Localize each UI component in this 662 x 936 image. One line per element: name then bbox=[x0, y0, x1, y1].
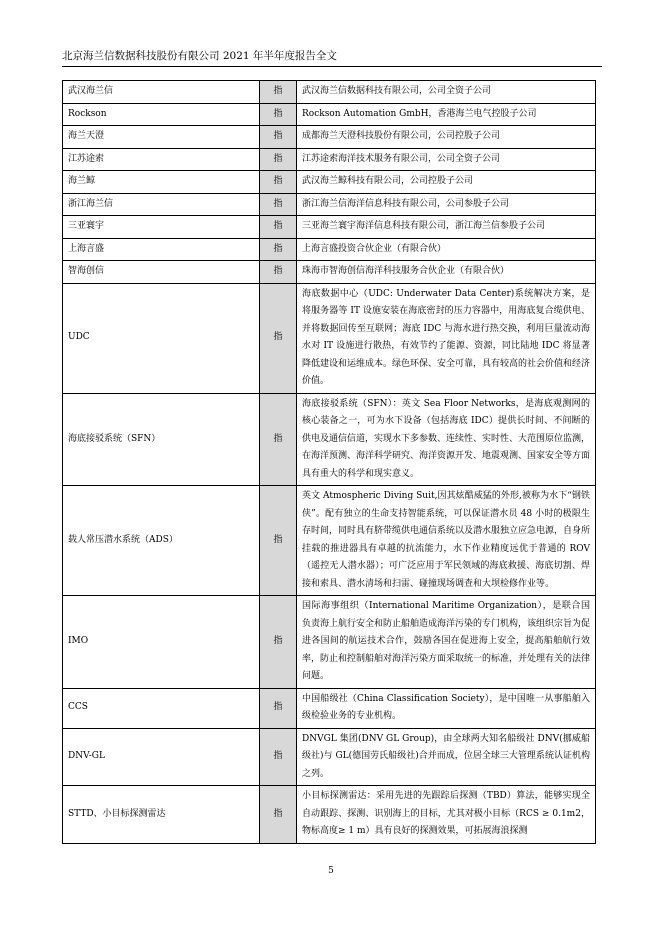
term-cell: 智海创信 bbox=[63, 261, 260, 284]
term-cell: 江苏途索 bbox=[63, 148, 260, 171]
term-cell: 载人常压潜水系统（ADS） bbox=[63, 486, 260, 596]
term-cell: 海底接驳系统（SFN） bbox=[63, 393, 260, 486]
term-cell: STTD、小目标探测雷达 bbox=[63, 786, 260, 844]
table-row bbox=[63, 688, 596, 728]
definition-cell: 成都海兰天澄科技股份有限公司，公司控股子公司 bbox=[297, 126, 596, 149]
table-row bbox=[63, 126, 596, 149]
term-cell: DNV-GL bbox=[63, 728, 260, 786]
header-divider bbox=[62, 66, 602, 67]
term-cell: UDC bbox=[63, 283, 260, 393]
term-cell: 浙江海兰信 bbox=[63, 193, 260, 216]
definition-cell: 武汉海兰鲸科技有限公司，公司控股子公司 bbox=[297, 171, 596, 194]
zhi-cell: 指 bbox=[260, 171, 297, 194]
table-row bbox=[63, 193, 596, 216]
definition-cell: 三亚海兰寰宇海洋信息科技有限公司，浙江海兰信参股子公司 bbox=[297, 216, 596, 239]
table-row bbox=[63, 238, 596, 261]
page-number: 5 bbox=[328, 866, 334, 876]
zhi-cell: 指 bbox=[260, 238, 297, 261]
zhi-cell: 指 bbox=[260, 283, 297, 393]
zhi-cell: 指 bbox=[260, 193, 297, 216]
definition-cell: 海底数据中心（UDC: Underwater Data Center)系统解决方案，是将服务器等 IT 设施安装在海底密封的压力容器中，用海底复合缆供电、并将数据回传至互联网；海底 IDC 与海水进行热交换，利用巨量流动海水对 IT 设施进行散热，有效节约了能源、资源，同比陆地 IDC 将显著降低建设和运维成本。绿色环保、安全可靠，具有较高的社会价值和经济价值。 bbox=[297, 283, 596, 393]
definition-cell: 浙江海兰信海洋信息科技有限公司，公司参股子公司 bbox=[297, 193, 596, 216]
zhi-cell: 指 bbox=[260, 81, 297, 104]
table-row bbox=[63, 103, 596, 126]
zhi-cell: 指 bbox=[260, 786, 297, 844]
table-row bbox=[63, 171, 596, 194]
definition-cell: 武汉海兰信数据科技有限公司，公司全资子公司 bbox=[297, 81, 596, 104]
zhi-cell: 指 bbox=[260, 126, 297, 149]
definition-cell: 国际海事组织（International Maritime Organization），是联合国负责海上航行安全和防止船舶造成海洋污染的专门机构，该组织宗旨为促进各国间的航运技术合作，鼓励各国在促进海上安全，提高船舶航行效率，防止和控制船舶对海洋污染方面采取统一的标准，并处理有关的法律问题。 bbox=[297, 596, 596, 689]
definition-cell: 珠海市智海创信海洋科技服务合伙企业（有限合伙） bbox=[297, 261, 596, 284]
zhi-cell: 指 bbox=[260, 393, 297, 486]
zhi-cell: 指 bbox=[260, 728, 297, 786]
definition-cell: 江苏途索海洋技术服务有限公司，公司全资子公司 bbox=[297, 148, 596, 171]
table-row bbox=[63, 486, 596, 596]
definition-cell: Rockson Automation GmbH，香港海兰电气控股子公司 bbox=[297, 103, 596, 126]
term-cell: CCS bbox=[63, 688, 260, 728]
zhi-cell: 指 bbox=[260, 103, 297, 126]
term-cell: 上海言盛 bbox=[63, 238, 260, 261]
table-row bbox=[63, 596, 596, 689]
definition-cell: DNVGL 集团(DNV GL Group)，由全球两大知名船级社 DNV(挪威船级社)与 GL(德国劳氏船级社)合并而成，位居全球三大管理系统认证机构之列。 bbox=[297, 728, 596, 786]
table-row bbox=[63, 283, 596, 393]
definitions-table bbox=[62, 80, 596, 844]
zhi-cell: 指 bbox=[260, 486, 297, 596]
table-row bbox=[63, 216, 596, 239]
table-row bbox=[63, 786, 596, 844]
definition-cell: 上海言盛投资合伙企业（有限合伙） bbox=[297, 238, 596, 261]
table-row bbox=[63, 148, 596, 171]
zhi-cell: 指 bbox=[260, 148, 297, 171]
table-row bbox=[63, 728, 596, 786]
zhi-cell: 指 bbox=[260, 596, 297, 689]
term-cell: IMO bbox=[63, 596, 260, 689]
table-row bbox=[63, 81, 596, 104]
definition-cell: 英文 Atmospheric Diving Suit,因其炫酷威猛的外形,被称为水下“钢铁侠”。配有独立的生命支持智能系统，可以保证潜水员 48 小时的极限生存时间，同时具有脐带缆供电通信系统以及潜水服独立应急电源，自身所挂载的推进器具有卓越的抗流能力，水下作业精度远优于普通的 ROV（遥控无人潜水器）；可广泛应用于军民领域的海底救援、海底切割、焊接和索具、潜水清场和扫雷、碰撞现场调查和大坝检修作业等。 bbox=[297, 486, 596, 596]
term-cell: 海兰天澄 bbox=[63, 126, 260, 149]
zhi-cell: 指 bbox=[260, 688, 297, 728]
page-header: 北京海兰信数据科技股份有限公司 2021 年半年度报告全文 bbox=[62, 50, 337, 62]
term-cell: 海兰鲸 bbox=[63, 171, 260, 194]
zhi-cell: 指 bbox=[260, 216, 297, 239]
zhi-cell: 指 bbox=[260, 261, 297, 284]
table-row bbox=[63, 261, 596, 284]
term-cell: 三亚寰宇 bbox=[63, 216, 260, 239]
definition-cell: 中国船级社（China Classification Society），是中国唯一从事船舶入级检验业务的专业机构。 bbox=[297, 688, 596, 728]
term-cell: Rockson bbox=[63, 103, 260, 126]
table-row bbox=[63, 393, 596, 486]
term-cell: 武汉海兰信 bbox=[63, 81, 260, 104]
definition-cell: 小目标探测雷达：采用先进的先跟踪后探测（TBD）算法，能够实现全自动跟踪、探测、识别海上的目标，尤其对极小目标（RCS ≥ 0.1m2，物标高度≥ 1 m）具有良好的探测效果，可拓展海浪探测 bbox=[297, 786, 596, 844]
definition-cell: 海底接驳系统（SFN）：英文 Sea Floor Networks，是海底观测网的核心装备之一，可为水下设备（包括海底 IDC）提供长时间、不间断的供电及通信信道，实现水下多参数、连续性、实时性、大范围原位监测，在海洋预测、海洋科学研究、海洋资源开发、地震观测、国家安全等方面具有重大的科学和现实意义。 bbox=[297, 393, 596, 486]
